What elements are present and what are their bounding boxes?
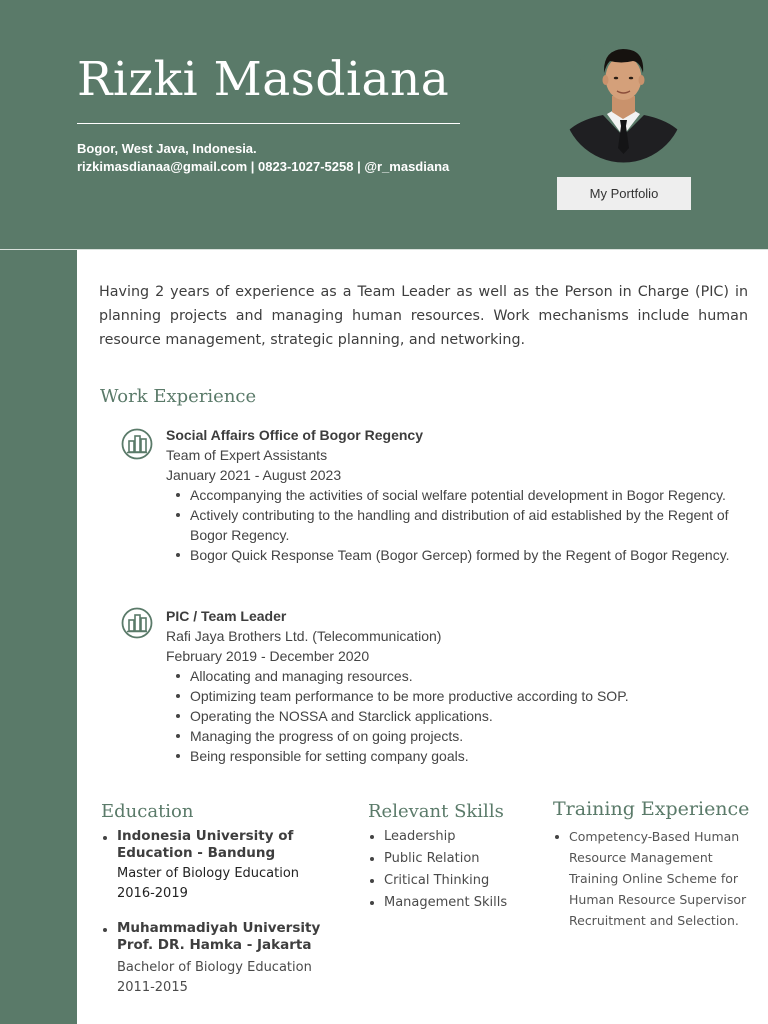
- training-item: [553, 826, 753, 931]
- list-item: Operating the NOSSA and Starclick applications.: [190, 706, 748, 726]
- job-title: PIC / Team Leader: [166, 608, 287, 624]
- job-subtitle: Team of Expert Assistants: [166, 447, 328, 463]
- candidate-name: Rizki Masdiana: [77, 52, 450, 107]
- job-entry: [166, 606, 748, 766]
- job-entry: [166, 425, 748, 565]
- skills-heading: Relevant Skills: [368, 801, 504, 822]
- years: 2011-2015: [117, 980, 188, 995]
- profile-photo: [563, 40, 684, 163]
- job-subtitle: Rafi Jaya Brothers Ltd. (Telecommunication): [166, 628, 442, 644]
- list-item: Bogor Quick Response Team (Bogor Gercep) formed by the Regent of Bogor Regency.: [190, 545, 748, 565]
- list-item: Managing the progress of on going projects.: [190, 726, 748, 746]
- location-text: Bogor, West Java, Indonesia.: [77, 141, 257, 156]
- skills-list: [368, 826, 507, 914]
- list-item: Allocating and managing resources.: [190, 666, 748, 686]
- education-list: [101, 828, 341, 998]
- work-experience-heading: Work Experience: [100, 386, 257, 407]
- education-item: [101, 920, 341, 998]
- list-item: Optimizing team performance to be more productive according to SOP.: [190, 686, 748, 706]
- list-item: Public Relation: [368, 848, 507, 870]
- header-divider: [0, 249, 768, 250]
- years: 2016-2019: [117, 886, 188, 901]
- list-item: Leadership: [368, 826, 507, 848]
- training-text: Competency-Based Human Resource Management Training Online Scheme for Human Resource Supervisor Recruitment and Selection.: [569, 829, 747, 928]
- education-item: [101, 828, 341, 904]
- building-icon: [121, 607, 153, 639]
- degree: Bachelor of Biology Education: [117, 960, 312, 975]
- list-item: Actively contributing to the handling and distribution of aid established by the Regent of Bogor Regency.: [190, 505, 748, 545]
- bullet: [555, 835, 559, 839]
- left-sidebar-strip: [0, 249, 77, 1024]
- school-name: Muhammadiyah University Prof. DR. Hamka - Jakarta: [117, 920, 321, 953]
- job-bullets: [190, 666, 748, 766]
- list-item: Critical Thinking: [368, 870, 507, 892]
- portfolio-button[interactable]: My Portfolio: [557, 177, 691, 210]
- education-heading: Education: [101, 801, 194, 822]
- job-title: Social Affairs Office of Bogor Regency: [166, 427, 423, 443]
- training-heading: Training Experience: [553, 798, 750, 820]
- job-bullets: [190, 485, 748, 565]
- school-name: Indonesia University of Education - Bandung: [117, 828, 294, 861]
- building-icon: [121, 428, 153, 460]
- list-item: Management Skills: [368, 892, 507, 914]
- job-period: January 2021 - August 2023: [166, 467, 342, 483]
- profile-summary: Having 2 years of experience as a Team Leader as well as the Person in Charge (PIC) in planning projects and managing human resources. Work mechanisms include human resource management, strategic planning, and networking.: [99, 284, 748, 348]
- contact-info: rizkimasdianaa@gmail.com | 0823-1027-5258 | @r_masdiana: [77, 159, 450, 174]
- degree: Master of Biology Education: [117, 866, 300, 881]
- list-item: Accompanying the activities of social welfare potential development in Bogor Regency.: [190, 485, 748, 505]
- list-item: Being responsible for setting company goals.: [190, 746, 748, 766]
- job-period: February 2019 - December 2020: [166, 648, 370, 664]
- name-underline: [77, 123, 460, 124]
